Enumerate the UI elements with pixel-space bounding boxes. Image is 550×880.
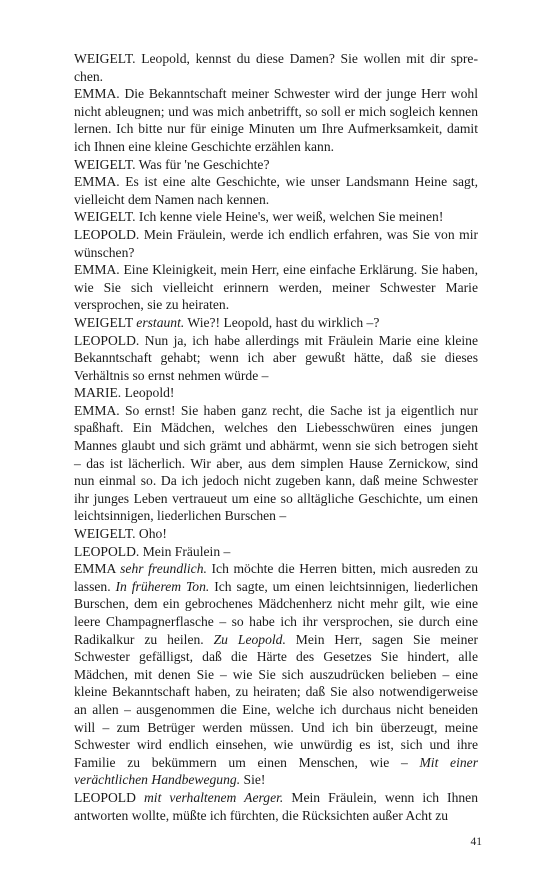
dialogue-paragraph <box>74 560 478 789</box>
dialogue-text: LEOPOLD <box>74 789 144 805</box>
dialogue-paragraph <box>74 402 478 525</box>
dialogue-paragraph <box>74 332 478 385</box>
stage-direction: mit verhaltenem Aerger. <box>143 789 284 805</box>
dialogue-paragraph <box>74 384 478 402</box>
dialogue-paragraph <box>74 789 478 824</box>
dialogue-text: Mein Herr, sagen Sie meiner Schwester gefälligst, daß die Härte des Gesetzes Sie hindert, alle Mädchen, mit denen Sie – wie Sie sich auszudrücken belieben – eine kleine Bekanntschaft haben, zu heiraten; daß Sie also notwendigerweise an allen – ausgenommen die Eine, welche ich durchaus nicht beneiden will – zum Betrüger werden müssen. Und ich bin überzeugt, meine Schwester wird endlich einsehen, wie unwürdig es ist, sich und ihre Familie zu bekümmern um einen Menschen, wie – <box>74 631 479 770</box>
dialogue-text: LEOPOLD. Mein Fräulein – <box>74 543 231 559</box>
stage-direction: sehr freundlich. <box>120 561 207 577</box>
dialogue-paragraph <box>74 156 478 174</box>
page-number: 41 <box>470 836 482 848</box>
dialogue-paragraph <box>74 525 478 543</box>
dialogue-paragraph <box>74 314 478 332</box>
dialogue-paragraph <box>74 261 478 314</box>
dialogue-text: WEIGELT. Leopold, kennst du diese Damen? Sie wollen mit dir sprechen. <box>74 51 478 84</box>
dialogue-paragraph <box>74 50 478 85</box>
body-text <box>74 50 478 824</box>
dialogue-text: EMMA <box>74 561 121 577</box>
dialogue-text: Ich sagte, um einen leichtsinnigen, liederlichen Burschen, dem ein gebrochenes Mädchenherz nicht mehr gilt, wie eine leere Champagnerflasche – so habe ich ihr versprochen, sie durch eine Radikalkur zu heilen. <box>74 578 478 647</box>
dialogue-text: Ich möchte die Herren bitten, mich ausreden zu lassen. <box>74 561 479 594</box>
dialogue-paragraph <box>74 208 478 226</box>
dialogue-text: MARIE. Leopold! <box>74 385 175 401</box>
dialogue-text: EMMA. Eine Kleinigkeit, mein Herr, eine einfache Erklärung. Sie haben, wie Sie sich vielleicht erinnern werden, meiner Schwester Marie versprochen, sie zu heiraten. <box>74 262 478 313</box>
dialogue-text: LEOPOLD. Mein Fräulein, werde ich endlich erfahren, was Sie von mir wünschen? <box>74 226 478 260</box>
dialogue-text: EMMA. So ernst! Sie haben ganz recht, die Sache ist ja eigentlich nur spaßhaft. Ein Mädchen, welches den Liebesschwüren eines jungen Mannes glaubt und sich grämt und abhärmt, wenn sie sich betrogen sieht – das ist lächerlich. Wir aber, aus dem simplen Hause Zernickow, sind nun einmal so. Da ich jedoch nicht zugeben kann, daß meine Schwester ihr junges Leben vertraueut um eine so alltägliche Geschichte, um einen leichtsinnigen, liederlichen Burschen – <box>74 402 478 524</box>
dialogue-paragraph <box>74 173 478 208</box>
dialogue-paragraph <box>74 543 478 561</box>
dialogue-text: Wie?! Leopold, hast du wirklich –? <box>184 314 380 330</box>
dialogue-text: WEIGELT. Ich kenne viele Heine's, wer weiß, welchen Sie meinen! <box>74 209 444 225</box>
dialogue-text: WEIGELT. Oho! <box>74 526 167 542</box>
stage-direction: In früherem Ton. <box>115 578 210 594</box>
dialogue-text: Mein Fräulein, wenn ich Ihnen antworten wollte, müßte ich fürchten, die Rücksichten außer Acht zu <box>74 789 479 823</box>
stage-direction: Mit einer verächtlichen Handbewegung. <box>74 754 478 788</box>
dialogue-text: LEOPOLD. Nun ja, ich habe allerdings mit Fräulein Marie eine kleine Bekanntschaft gehabt; wenn ich aber gewußt hätte, daß sie dieses Verhältnis so ernst nehmen würde – <box>74 332 478 383</box>
dialogue-paragraph <box>74 226 478 261</box>
stage-direction: erstaunt. <box>136 314 185 330</box>
dialogue-paragraph <box>74 85 478 155</box>
dialogue-text: Sie! <box>240 772 266 788</box>
dialogue-text: EMMA. Die Bekanntschaft meiner Schwester wird der junge Herr wohl nicht ableugnen; und was mich anbetrifft, so soll er mich sogleich kennen lernen. Ich bitte nur für einige Minuten um Ihre Aufmerksamkeit, damit ich Ihnen eine kleine Geschichte erzählen kann. <box>74 86 478 154</box>
dialogue-text: EMMA. Es ist eine alte Geschichte, wie unser Landsmann Heine sagt, vielleicht dem Namen nach kennen. <box>74 174 478 207</box>
stage-direction: Zu Leopold. <box>213 631 286 647</box>
dialogue-text: WEIGELT <box>74 314 137 330</box>
dialogue-text: WEIGELT. Was für 'ne Geschichte? <box>74 156 270 172</box>
